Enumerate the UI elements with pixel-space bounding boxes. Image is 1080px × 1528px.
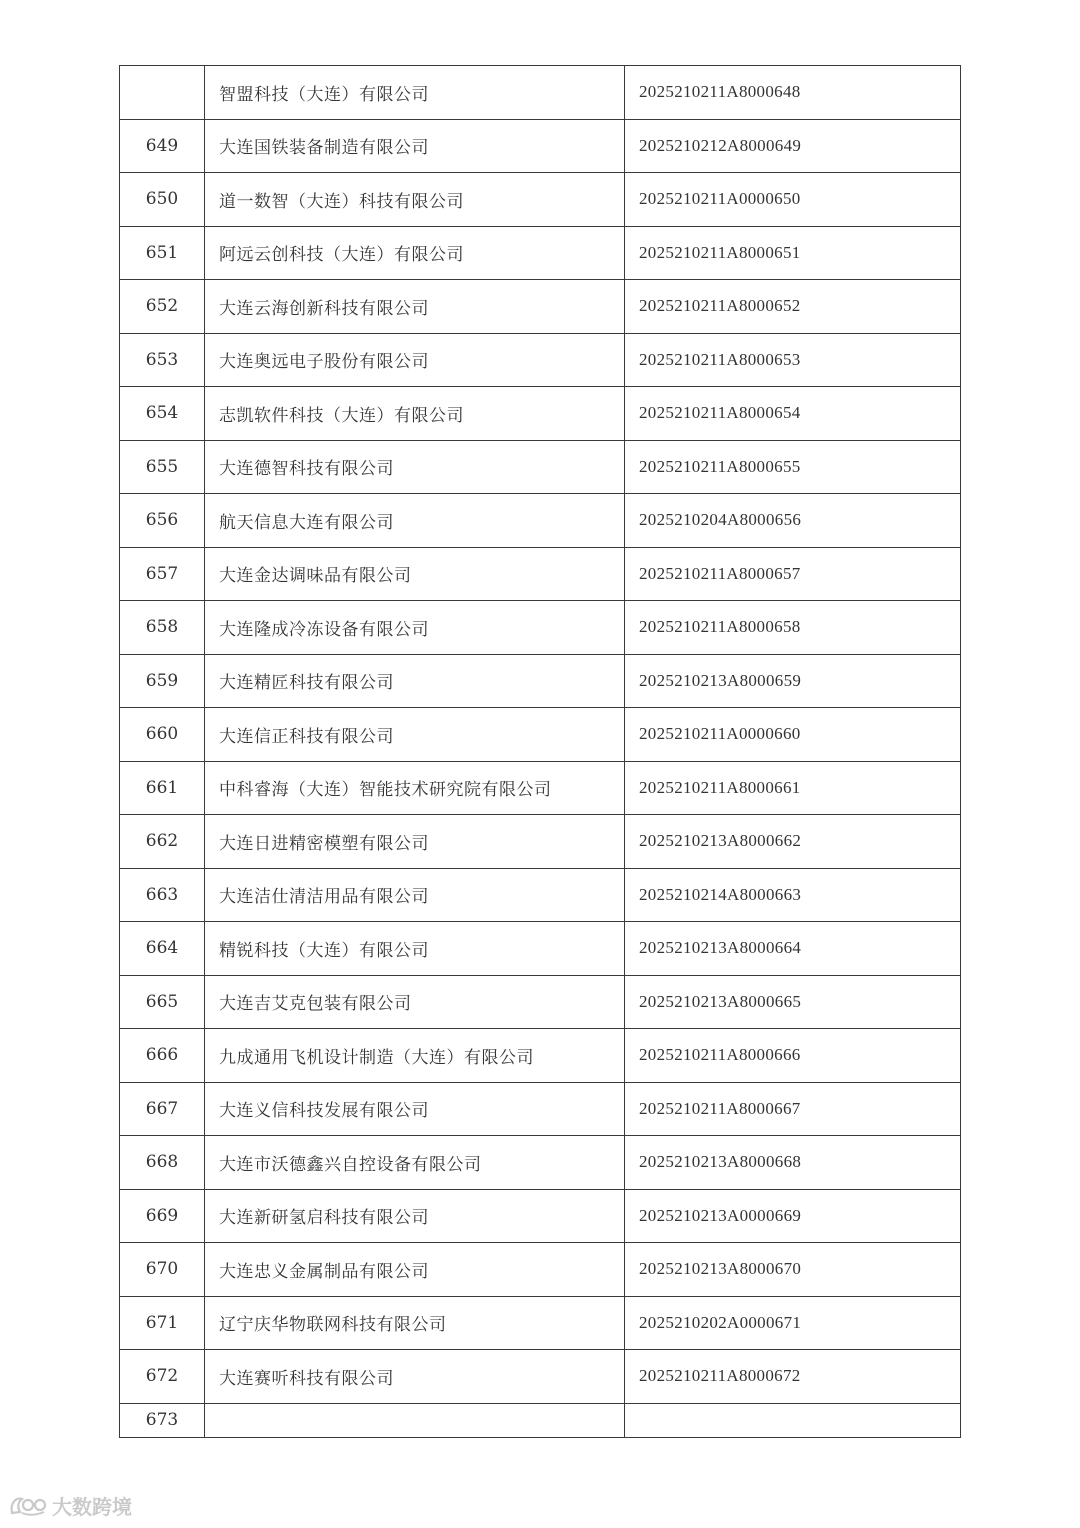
company-name-cell: 中科睿海（大连）智能技术研究院有限公司 <box>205 761 625 815</box>
table-row <box>120 922 961 976</box>
table-row <box>120 761 961 815</box>
table-row <box>120 1403 961 1437</box>
table-row <box>120 173 961 227</box>
company-name-cell: 大连赛听科技有限公司 <box>205 1350 625 1404</box>
table-row <box>120 868 961 922</box>
table-body <box>120 66 961 1438</box>
company-name-cell: 大连吉艾克包装有限公司 <box>205 975 625 1029</box>
row-number-cell: 650 <box>120 173 205 227</box>
table-row <box>120 815 961 869</box>
row-number-cell: 660 <box>120 708 205 762</box>
company-name-cell: 道一数智（大连）科技有限公司 <box>205 173 625 227</box>
row-number-cell: 656 <box>120 494 205 548</box>
table-row <box>120 494 961 548</box>
table-row <box>120 975 961 1029</box>
row-number-cell: 659 <box>120 654 205 708</box>
row-number-cell: 654 <box>120 387 205 441</box>
company-name-cell: 大连忠义金属制品有限公司 <box>205 1243 625 1297</box>
row-number-cell: 658 <box>120 601 205 655</box>
row-number-cell: 653 <box>120 333 205 387</box>
company-name-cell: 大连国铁装备制造有限公司 <box>205 119 625 173</box>
table-row <box>120 654 961 708</box>
registration-code-cell: 2025210211A0000650 <box>625 173 961 227</box>
company-name-cell: 精锐科技（大连）有限公司 <box>205 922 625 976</box>
row-number-cell: 655 <box>120 440 205 494</box>
company-name-cell <box>205 1403 625 1437</box>
registration-code-cell: 2025210213A0000669 <box>625 1189 961 1243</box>
table-row <box>120 601 961 655</box>
table-row <box>120 1029 961 1083</box>
row-number-cell: 670 <box>120 1243 205 1297</box>
table-row <box>120 547 961 601</box>
company-name-cell: 大连新研氢启科技有限公司 <box>205 1189 625 1243</box>
registration-code-cell: 2025210211A8000655 <box>625 440 961 494</box>
table-row <box>120 1296 961 1350</box>
table-row <box>120 226 961 280</box>
company-name-cell: 大连洁仕清洁用品有限公司 <box>205 868 625 922</box>
table-row <box>120 440 961 494</box>
registration-code-cell: 2025210211A8000658 <box>625 601 961 655</box>
row-number-cell: 666 <box>120 1029 205 1083</box>
row-number-cell: 665 <box>120 975 205 1029</box>
company-name-cell: 大连信正科技有限公司 <box>205 708 625 762</box>
registration-code-cell: 2025210211A8000648 <box>625 66 961 120</box>
row-number-cell: 662 <box>120 815 205 869</box>
row-number-cell: 657 <box>120 547 205 601</box>
company-name-cell: 大连德智科技有限公司 <box>205 440 625 494</box>
registration-code-cell: 2025210202A0000671 <box>625 1296 961 1350</box>
table-row <box>120 280 961 334</box>
row-number-cell: 672 <box>120 1350 205 1404</box>
registration-code-cell: 2025210213A8000664 <box>625 922 961 976</box>
table-row <box>120 1082 961 1136</box>
table-row <box>120 1243 961 1297</box>
registration-code-cell: 2025210211A8000666 <box>625 1029 961 1083</box>
registration-code-cell: 2025210211A8000653 <box>625 333 961 387</box>
row-number-cell: 649 <box>120 119 205 173</box>
company-name-cell: 阿远云创科技（大连）有限公司 <box>205 226 625 280</box>
company-name-cell: 大连日进精密模塑有限公司 <box>205 815 625 869</box>
watermark <box>8 1491 132 1520</box>
company-name-cell: 辽宁庆华物联网科技有限公司 <box>205 1296 625 1350</box>
table-row <box>120 1350 961 1404</box>
registration-code-cell: 2025210211A8000661 <box>625 761 961 815</box>
registration-code-cell: 2025210211A8000654 <box>625 387 961 441</box>
registration-code-cell: 2025210213A8000670 <box>625 1243 961 1297</box>
company-name-cell: 志凯软件科技（大连）有限公司 <box>205 387 625 441</box>
row-number-cell: 668 <box>120 1136 205 1190</box>
row-number-cell: 651 <box>120 226 205 280</box>
table-row <box>120 387 961 441</box>
registration-code-cell: 2025210211A8000657 <box>625 547 961 601</box>
row-number-cell: 663 <box>120 868 205 922</box>
company-name-cell: 航天信息大连有限公司 <box>205 494 625 548</box>
company-name-cell: 大连奥远电子股份有限公司 <box>205 333 625 387</box>
registration-code-cell: 2025210213A8000665 <box>625 975 961 1029</box>
registration-code-cell: 2025210211A0000660 <box>625 708 961 762</box>
table-row <box>120 119 961 173</box>
row-number-cell: 673 <box>120 1403 205 1437</box>
table-row <box>120 66 961 120</box>
registration-code-cell: 2025210213A8000662 <box>625 815 961 869</box>
company-registry-table <box>119 65 961 1438</box>
registration-code-cell: 2025210213A8000668 <box>625 1136 961 1190</box>
company-name-cell: 大连金达调味品有限公司 <box>205 547 625 601</box>
row-number-cell: 652 <box>120 280 205 334</box>
registration-code-cell: 2025210211A8000652 <box>625 280 961 334</box>
company-name-cell: 大连云海创新科技有限公司 <box>205 280 625 334</box>
watermark-text: 大数跨境 <box>52 1495 132 1519</box>
row-number-cell: 667 <box>120 1082 205 1136</box>
row-number-cell <box>120 66 205 120</box>
row-number-cell: 661 <box>120 761 205 815</box>
registration-code-cell: 2025210214A8000663 <box>625 868 961 922</box>
registration-code-cell <box>625 1403 961 1437</box>
table-row <box>120 708 961 762</box>
registration-code-cell: 2025210212A8000649 <box>625 119 961 173</box>
company-name-cell: 智盟科技（大连）有限公司 <box>205 66 625 120</box>
registration-code-cell: 2025210211A8000667 <box>625 1082 961 1136</box>
company-name-cell: 大连义信科技发展有限公司 <box>205 1082 625 1136</box>
registration-code-cell: 2025210211A8000672 <box>625 1350 961 1404</box>
company-name-cell: 大连隆成冷冻设备有限公司 <box>205 601 625 655</box>
table-row <box>120 333 961 387</box>
company-name-cell: 大连市沃德鑫兴自控设备有限公司 <box>205 1136 625 1190</box>
registration-code-cell: 2025210213A8000659 <box>625 654 961 708</box>
company-name-cell: 大连精匠科技有限公司 <box>205 654 625 708</box>
registration-code-cell: 2025210204A8000656 <box>625 494 961 548</box>
row-number-cell: 671 <box>120 1296 205 1350</box>
row-number-cell: 664 <box>120 922 205 976</box>
registration-code-cell: 2025210211A8000651 <box>625 226 961 280</box>
row-number-cell: 669 <box>120 1189 205 1243</box>
brand-logo-icon <box>8 1493 48 1519</box>
table-row <box>120 1136 961 1190</box>
table-row <box>120 1189 961 1243</box>
company-name-cell: 九成通用飞机设计制造（大连）有限公司 <box>205 1029 625 1083</box>
